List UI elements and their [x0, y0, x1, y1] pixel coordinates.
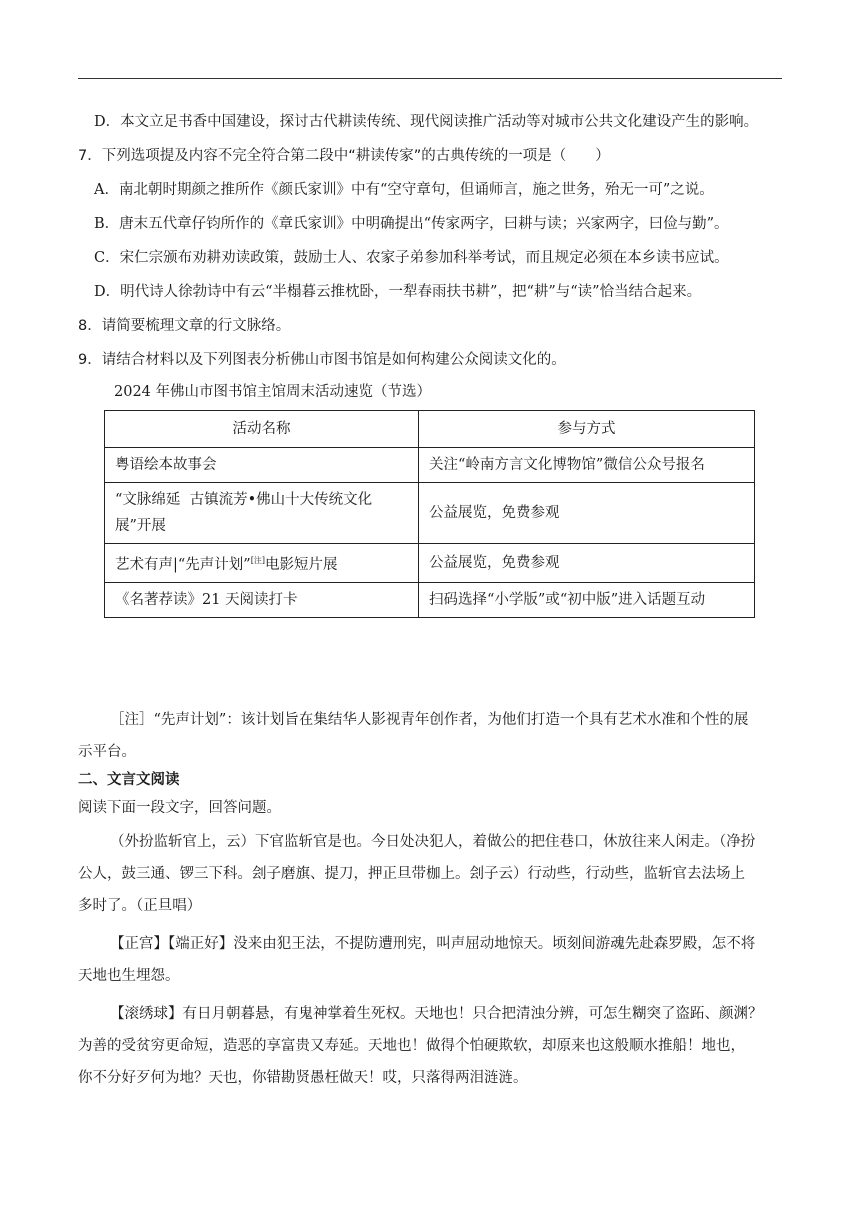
column-header-activity: 活动名称 — [105, 411, 419, 448]
activity-name — [105, 544, 419, 583]
table-note-line-1: ［注］“先声计划”：该计划旨在集结华人影视青年创作者，为他们打造一个具有艺术水准和个性的展 — [110, 712, 749, 728]
table-header-row — [105, 411, 755, 448]
passage-p3-line-1: 【滚绣球】有日月朝暮悬，有鬼神掌着生死权。天地也！只合把清浊分辨，可怎生糊突了盗跖、颜渊？ — [110, 1006, 763, 1022]
participation-method: 公益展览，免费参观 — [419, 483, 755, 544]
activity-name: 粤语绘本故事会 — [105, 448, 419, 483]
question-7-option-b: B．唐末五代章仔钧所作的《章氏家训》中明确提出“传家两字，曰耕与读；兴家两字，曰俭与勤”。 — [94, 216, 729, 232]
passage-p3-line-3: 你不分好歹何为地？天也，你错勘贤愚枉做天！哎，只落得两泪涟涟。 — [78, 1070, 528, 1086]
table-row — [105, 544, 755, 583]
table-row — [105, 483, 755, 544]
passage-p2-line-2: 天地也生埋怨。 — [78, 968, 180, 984]
participation-method: 公益展览，免费参观 — [419, 544, 755, 583]
table-caption: 2024 年佛山市图书馆主馆周末活动速览（节选） — [114, 384, 432, 400]
activity-name-part: 电影短片展 — [264, 556, 338, 573]
question-7-option-a: A．南北朝时期颜之推所作《颜氏家训》中有“空守章句，但诵师言，施之世务，殆无一可”之说。 — [94, 182, 714, 198]
question-8: 8．请简要梳理文章的行文脉络。 — [78, 318, 291, 334]
activity-table — [104, 410, 755, 618]
activity-name: “文脉绵延 古镇流芳•佛山十大传统文化展”开展 — [105, 483, 419, 544]
column-header-method: 参与方式 — [419, 411, 755, 448]
passage-p1-line-1: （外扮监斩官上，云）下官监斩官是也。今日处决犯人，着做公的把住巷口，休放往来人闲走。（净扮 — [110, 834, 756, 850]
passage-p3-line-2: 为善的受贫穷更命短，造恶的享富贵又寿延。天地也！做得个怕硬欺软，却原来也这般顺水推船！地也， — [78, 1038, 745, 1054]
passage-p1-line-2: 公人，鼓三通、锣三下科。刽子磨旗、提刀，押正旦带枷上。刽子云）行动些，行动些，监斩官去法场上 — [78, 866, 745, 882]
question-7-option-d: D．明代诗人徐勃诗中有云“半榻暮云推枕卧，一犁春雨扶书耕”，把“耕”与“读”恰当结合起来。 — [94, 284, 702, 300]
passage-p2-line-1: 【正宫】【端正好】没来由犯王法，不提防遭刑宪，叫声屈动地惊天。顷刻间游魂先赴森罗殿，怎不将 — [110, 936, 756, 952]
table-row — [105, 582, 755, 617]
participation-method: 关注“岭南方言文化博物馆”微信公众号报名 — [419, 448, 755, 483]
passage-p1-line-3: 多时了。（正旦唱） — [78, 898, 202, 914]
note-marker: [注] — [250, 556, 265, 565]
table-note-line-2: 示平台。 — [78, 744, 136, 760]
header-rule — [78, 78, 782, 79]
section-2-heading: 二、文言文阅读 — [78, 772, 180, 788]
activity-name-part: 艺术有声|“先声计划” — [115, 556, 251, 573]
question-7-option-c: C．宋仁宗颁布劝耕劝读政策，鼓励士人、农家子弟参加科举考试，而且规定必须在本乡读书应试。 — [94, 250, 729, 266]
section-2-intro: 阅读下面一段文字，回答问题。 — [78, 800, 281, 816]
activity-name: 《名著荐读》21 天阅读打卡 — [105, 582, 419, 617]
question-9: 9．请结合材料以及下列图表分析佛山市图书馆是如何构建公众阅读文化的。 — [78, 352, 566, 368]
table-row — [105, 448, 755, 483]
question-7: 7．下列选项提及内容不完全符合第二段中“耕读传家”的古典传统的一项是（ ） — [78, 148, 610, 164]
participation-method: 扫码选择“小学版”或“初中版”进入话题互动 — [419, 582, 755, 617]
option-d-previous: D．本文立足书香中国建设，探讨古代耕读传统、现代阅读推广活动等对城市公共文化建设产生的影响。 — [94, 114, 759, 130]
